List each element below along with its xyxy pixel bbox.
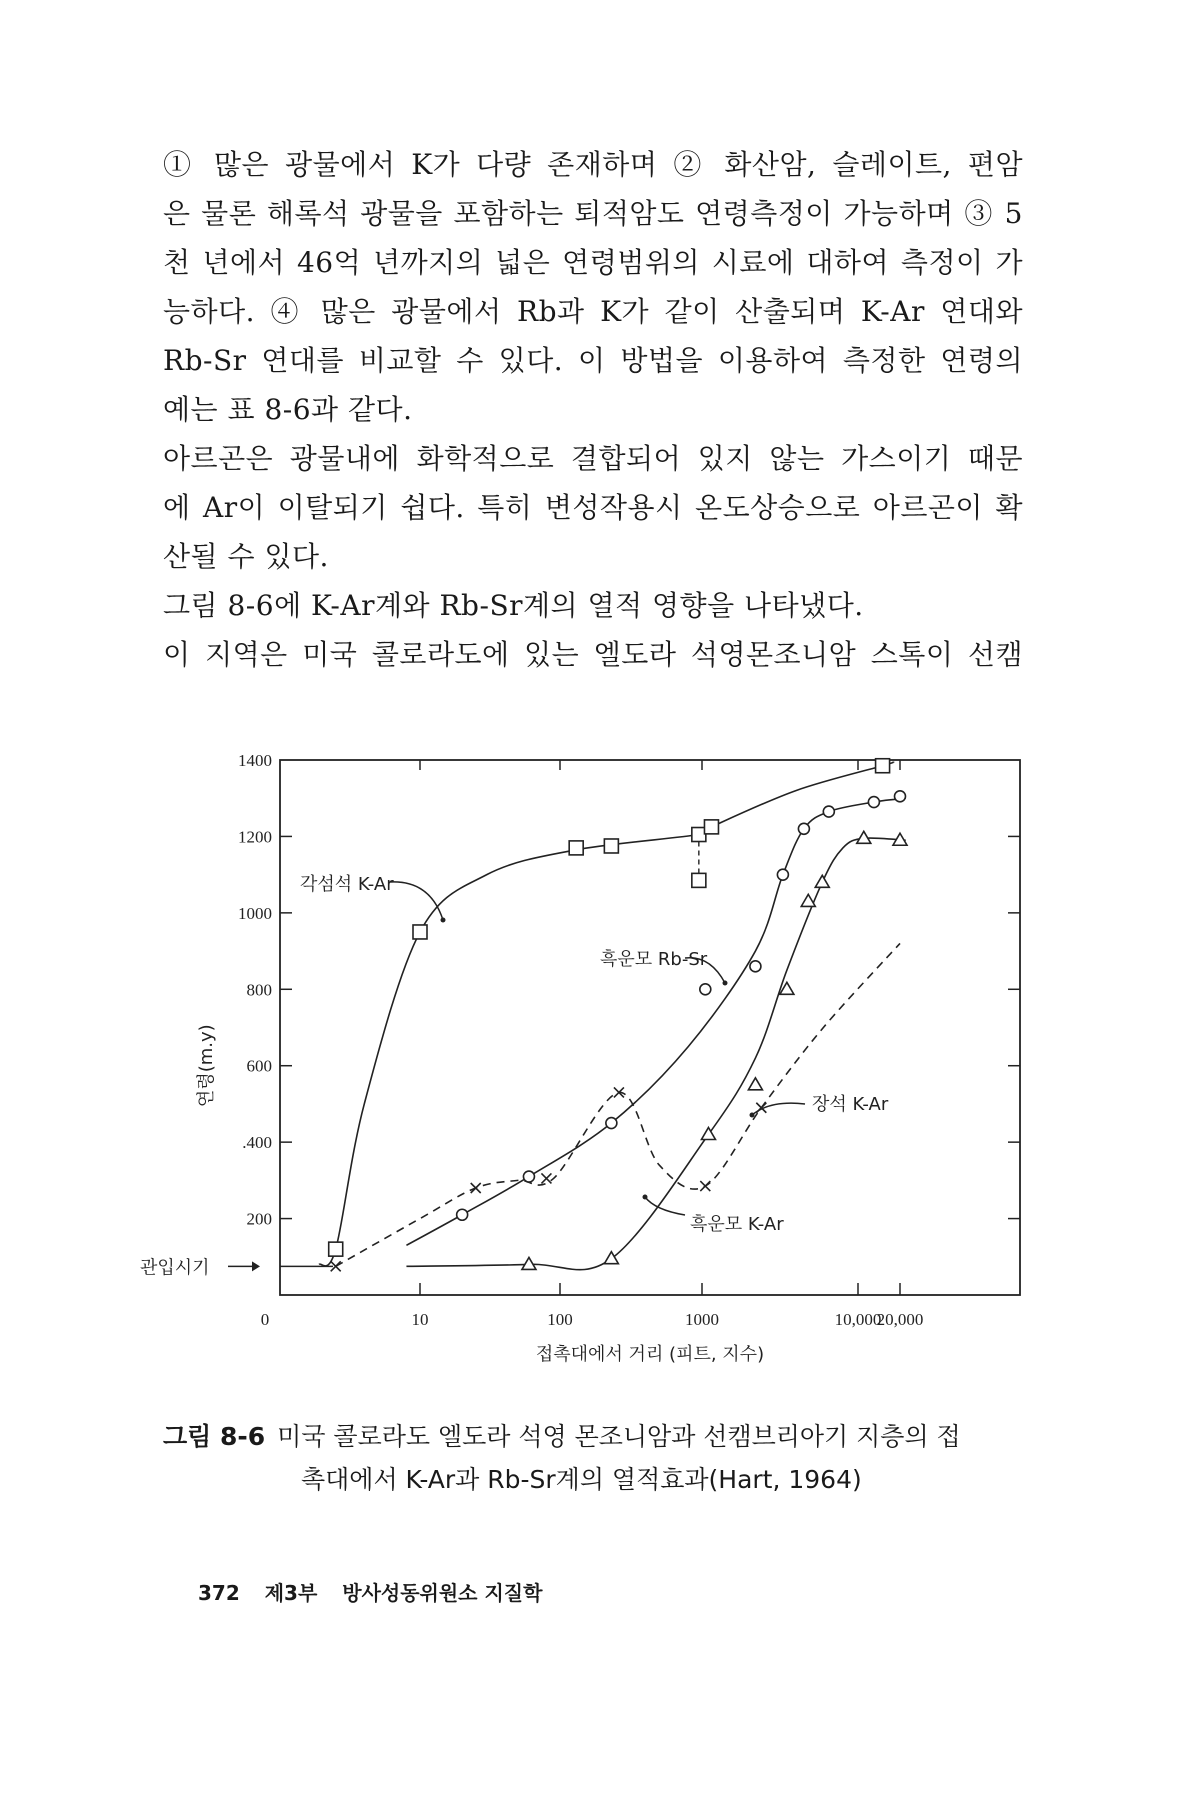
- x-tick-label: 100: [547, 1310, 573, 1329]
- label-leader: [645, 1197, 685, 1215]
- text-line: 능하다. ④ 많은 광물에서 Rb과 K가 같이 산출되며 K-Ar 연대와: [163, 295, 1023, 328]
- body-text: [163, 140, 1023, 679]
- data-point-circle: [700, 984, 711, 995]
- thermal-effect-chart: [140, 740, 1040, 1380]
- x-tick-label: 10,000: [834, 1310, 882, 1329]
- y-axis-label: 연령(m.y): [196, 1024, 217, 1108]
- data-point-circle: [868, 797, 879, 808]
- caption-line2: 촉대에서 K-Ar과 Rb-Sr계의 열적효과(Hart, 1964): [301, 1465, 862, 1494]
- text-line: ① 많은 광물에서 K가 다량 존재하며 ② 화산암, 슬레이트, 편암: [163, 148, 1023, 181]
- label-leader: [752, 1103, 805, 1115]
- text-line: 천 년에서 46억 년까지의 넓은 연령범위의 시료에 대하여 측정이 가: [163, 246, 1023, 279]
- text-line: 그림 8-6에 K-Ar계와 Rb-Sr계의 열적 영향을 나타냈다.: [163, 589, 864, 622]
- data-point-cross: [700, 1181, 710, 1191]
- leader-tip: [441, 918, 446, 923]
- y-tick-label: 800: [246, 980, 272, 1000]
- data-point-square: [692, 873, 706, 887]
- figure-caption: [163, 1415, 1033, 1501]
- data-point-circle: [895, 791, 906, 802]
- chapter-title: 방사성동위원소 지질학: [342, 1581, 543, 1605]
- series-labels: [140, 874, 889, 1365]
- text-line: 에 Ar이 이탈되기 쉽다. 특히 변성작용시 온도상승으로 아르곤이 확: [163, 491, 1023, 524]
- data-point-cross: [471, 1183, 481, 1193]
- intrusion-label: 관입시기: [140, 1257, 210, 1279]
- y-tick-label: 1200: [238, 827, 272, 847]
- page-footer: [198, 1577, 560, 1606]
- data-point-triangle: [748, 1078, 762, 1090]
- data-point-square: [876, 759, 890, 773]
- series-label-1: 흑운모 Rb-Sr: [600, 949, 708, 970]
- y-tick-label: 1000: [238, 903, 272, 923]
- x-axis-label: 접촉대에서 거리 (피트, 지수): [535, 1344, 765, 1365]
- figure-8-6: [140, 740, 1040, 1380]
- data-point-square: [704, 820, 718, 834]
- paragraph-3: [163, 581, 1023, 630]
- data-point-circle: [798, 823, 809, 834]
- x-tick-label: 20,000: [876, 1310, 924, 1329]
- series-label-3: 흑운모 K-Ar: [690, 1214, 784, 1235]
- leader-tip: [750, 1113, 755, 1118]
- caption-line1: 미국 콜로라도 엘도라 석영 몬조니암과 선캠브리아기 지층의 접: [277, 1422, 961, 1451]
- series-label-0: 각섬석 K-Ar: [300, 874, 394, 895]
- series-markers: [329, 759, 907, 1272]
- data-point-circle: [457, 1209, 468, 1220]
- text-line: Rb-Sr 연대를 비교할 수 있다. 이 방법을 이용하여 측정한 연령의: [163, 344, 1023, 377]
- leader-tip: [643, 1195, 648, 1200]
- y-tick-label: 200: [246, 1209, 272, 1229]
- data-point-circle: [750, 961, 761, 972]
- x-tick-label: 10: [411, 1310, 429, 1329]
- page-number: 372: [198, 1581, 240, 1605]
- data-point-cross: [541, 1173, 551, 1183]
- paragraph-4: [163, 630, 1023, 679]
- label-leader: [390, 882, 443, 920]
- x-tick-label: 1000: [685, 1310, 719, 1329]
- text-line: 아르곤은 광물내에 화학적으로 결합되어 있지 않는 가스이기 때문: [163, 442, 1023, 475]
- data-point-square: [413, 925, 427, 939]
- y-tick-label: 1400: [238, 751, 272, 770]
- data-point-triangle: [701, 1128, 715, 1140]
- paragraph-1: [163, 140, 1023, 434]
- data-point-triangle: [801, 894, 815, 906]
- data-point-triangle: [522, 1257, 536, 1269]
- paragraph-2: [163, 434, 1023, 581]
- leader-tip: [723, 981, 728, 986]
- y-tick-label: .400: [242, 1133, 272, 1153]
- series-line-0: [319, 762, 894, 1266]
- part-label: 제3부: [264, 1581, 318, 1605]
- data-point-circle: [823, 806, 834, 817]
- data-point-circle: [777, 869, 788, 880]
- text-line: 예는 표 8-6과 같다.: [163, 393, 413, 426]
- series-lines: [280, 762, 906, 1270]
- data-point-square: [329, 1242, 343, 1256]
- data-point-circle: [523, 1171, 534, 1182]
- text-line: 산될 수 있다.: [163, 540, 329, 573]
- text-line: 이 지역은 미국 콜로라도에 있는 엘도라 석영몬조니암 스톡이 선캠: [163, 638, 1023, 671]
- data-point-square: [604, 839, 618, 853]
- text-line: 은 물론 해록석 광물을 포함하는 퇴적암도 연령측정이 가능하며 ③ 5: [163, 197, 1023, 230]
- data-point-circle: [606, 1118, 617, 1129]
- y-tick-label: 600: [246, 1056, 272, 1076]
- intrusion-arrowhead: [252, 1261, 260, 1271]
- series-label-2: 장석 K-Ar: [812, 1094, 889, 1115]
- data-point-triangle: [604, 1252, 618, 1264]
- data-point-square: [569, 841, 583, 855]
- caption-number: 그림 8-6: [163, 1422, 266, 1451]
- y-tick-label: 0: [260, 1310, 270, 1329]
- data-point-triangle: [815, 875, 829, 887]
